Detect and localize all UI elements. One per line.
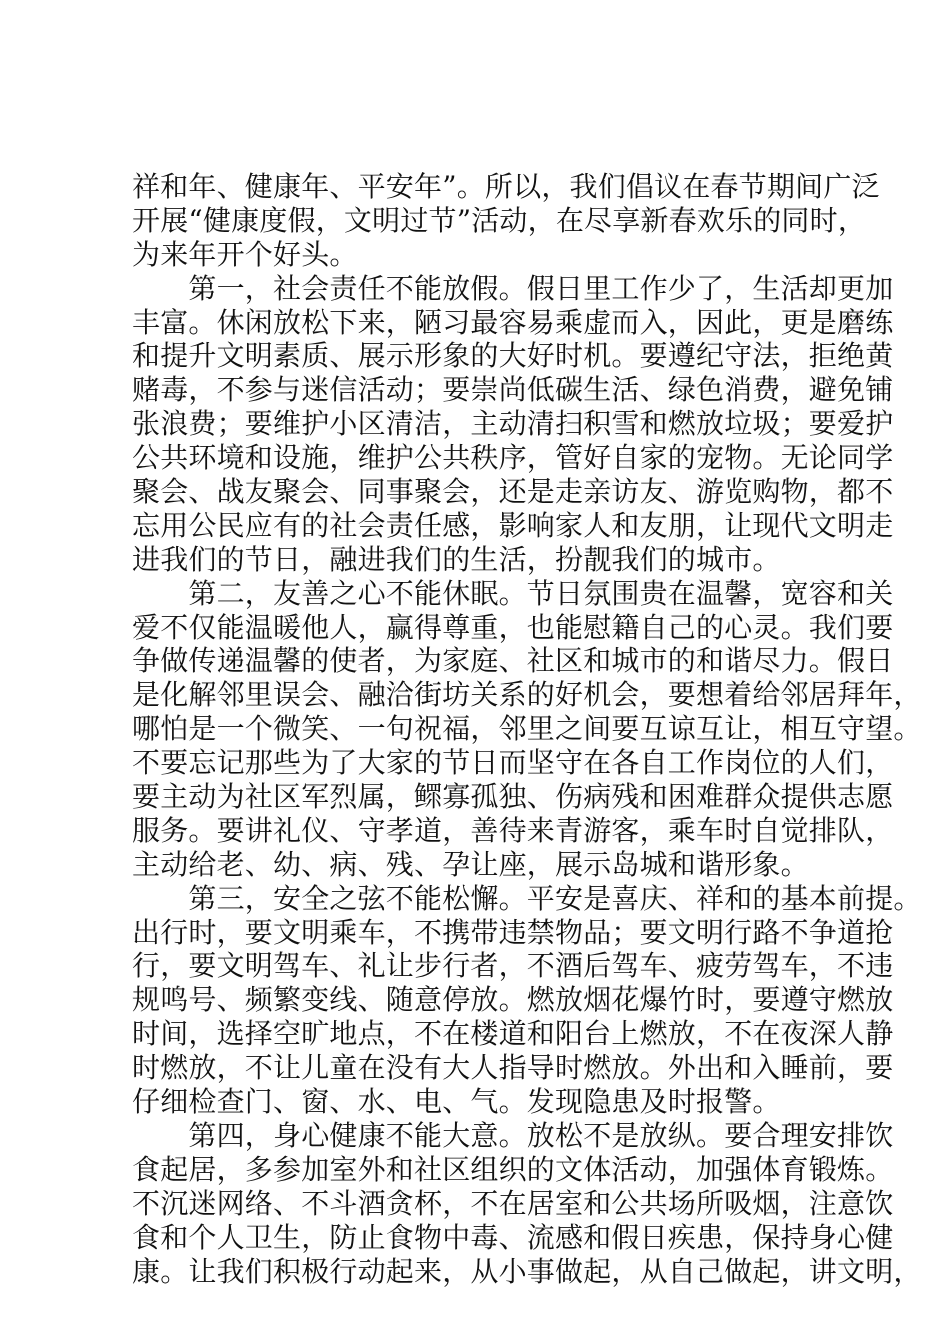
text-line: 进我们的节日，融进我们的生活，扮靓我们的城市。 bbox=[132, 542, 781, 576]
text-line: 规鸣号、频繁变线、随意停放。燃放烟花爆竹时，要遵守燃放 bbox=[132, 983, 894, 1017]
text-line: 哪怕是一个微笑、一句祝福，邻里之间要互谅互让，相互守望。 bbox=[132, 712, 922, 746]
text-line: 争做传递温馨的使者，为家庭、社区和城市的和谐尽力。假日 bbox=[132, 644, 894, 678]
text-line: 要主动为社区军烈属，鳏寡孤独、伤病残和困难群众提供志愿 bbox=[132, 780, 894, 814]
text-line: 公共环境和设施，维护公共秩序，管好自家的宠物。无论同学 bbox=[132, 441, 894, 475]
text-line: 是化解邻里误会、融洽街坊关系的好机会，要想着给邻居拜年， bbox=[132, 678, 922, 712]
text-line: 食起居，多参加室外和社区组织的文体活动，加强体育锻炼。 bbox=[132, 1152, 894, 1186]
document-body bbox=[132, 170, 922, 1288]
text-line: 主动给老、幼、病、残、孕让座，展示岛城和谐形象。 bbox=[132, 847, 809, 881]
text-line: 第二，友善之心不能休眠。节日氛围贵在温馨，宽容和关 bbox=[132, 576, 894, 610]
text-line: 时燃放，不让儿童在没有大人指导时燃放。外出和入睡前，要 bbox=[132, 1051, 894, 1085]
text-line: 出行时，要文明乘车，不携带违禁物品；要文明行路不争道抢 bbox=[132, 915, 894, 949]
text-line: 聚会、战友聚会、同事聚会，还是走亲访友、游览购物，都不 bbox=[132, 475, 894, 509]
text-line: 不沉迷网络、不斗酒贪杯，不在居室和公共场所吸烟，注意饮 bbox=[132, 1186, 894, 1220]
text-line: 仔细检查门、窗、水、电、气。发现隐患及时报警。 bbox=[132, 1085, 781, 1119]
text-line: 和提升文明素质、展示形象的大好时机。要遵纪守法，拒绝黄 bbox=[132, 339, 894, 373]
text-line: 食和个人卫生，防止食物中毒、流感和假日疾患，保持身心健 bbox=[132, 1220, 894, 1254]
text-line: 第一，社会责任不能放假。假日里工作少了，生活却更加 bbox=[132, 271, 894, 305]
text-line: 不要忘记那些为了大家的节日而坚守在各自工作岗位的人们， bbox=[132, 746, 894, 780]
text-line: 第三，安全之弦不能松懈。平安是喜庆、祥和的基本前提。 bbox=[132, 881, 922, 915]
text-line: 赌毒，不参与迷信活动；要崇尚低碳生活、绿色消费，避免铺 bbox=[132, 373, 894, 407]
text-line: 丰富。休闲放松下来，陋习最容易乘虚而入，因此，更是磨练 bbox=[132, 305, 894, 339]
text-line: 为来年开个好头。 bbox=[132, 237, 358, 271]
text-line: 时间，选择空旷地点，不在楼道和阳台上燃放，不在夜深人静 bbox=[132, 1017, 894, 1051]
text-line: 服务。要讲礼仪、守孝道，善待来青游客，乘车时自觉排队， bbox=[132, 813, 894, 847]
text-line: 开展“健康度假，文明过节”活动，在尽享新春欢乐的同时， bbox=[132, 203, 867, 237]
text-line: 爱不仅能温暖他人，赢得尊重，也能慰籍自己的心灵。我们要 bbox=[132, 610, 894, 644]
text-line: 张浪费；要维护小区清洁，主动清扫积雪和燃放垃圾；要爱护 bbox=[132, 407, 894, 441]
text-line: 忘用公民应有的社会责任感，影响家人和友朋，让现代文明走 bbox=[132, 508, 894, 542]
text-line: 康。让我们积极行动起来，从小事做起，从自己做起，讲文明， bbox=[132, 1254, 922, 1288]
text-line: 行，要文明驾车、礼让步行者，不酒后驾车、疲劳驾车，不违 bbox=[132, 949, 894, 983]
text-line: 第四，身心健康不能大意。放松不是放纵。要合理安排饮 bbox=[132, 1118, 894, 1152]
text-line: 祥和年、健康年、平安年”。所以，我们倡议在春节期间广泛 bbox=[132, 170, 880, 203]
